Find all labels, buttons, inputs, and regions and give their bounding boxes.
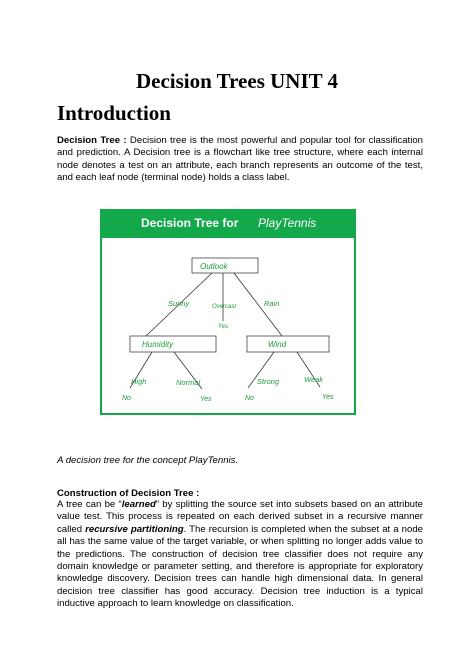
- wind-node: [247, 336, 329, 352]
- introduction-heading: Introduction: [57, 101, 171, 125]
- figure-caption: A decision tree for the concept PlayTennis.: [57, 455, 239, 466]
- construction-paragraph: [57, 499, 423, 611]
- page-title: Decision Trees UNIT 4: [135, 69, 339, 93]
- figure-banner: [102, 211, 354, 238]
- recursive-partitioning-emphasis: recursive partitioning: [85, 523, 184, 535]
- overcast-yes-label: Yes: [218, 324, 229, 330]
- humidity-label: Humidity: [142, 340, 174, 349]
- rain-label: Rain: [264, 299, 280, 308]
- weak-label: Weak: [304, 375, 324, 384]
- overcast-label: Overcast: [212, 304, 237, 310]
- normal-label: Normal: [176, 378, 201, 387]
- wind-label: Wind: [268, 340, 287, 349]
- construction-heading: Construction of Decision Tree :: [57, 488, 200, 499]
- learned-emphasis: learned: [121, 499, 156, 510]
- intro-text: Decision tree is the most powerful and popular tool for classification and prediction. A Decision tree is a flowchart like tree structure, where each internal node denotes a test on an attribute, each branch represents an outcome of the test, and each leaf node (terminal node) holds a class label.: [57, 135, 423, 184]
- construction-text-1: A tree can be “: [57, 499, 122, 510]
- sunny-label: Sunny: [168, 299, 190, 308]
- strong-no-label: No: [245, 395, 254, 402]
- intro-lead: Decision Tree :: [57, 135, 127, 146]
- intro-paragraph: [57, 135, 423, 185]
- outlook-label: Outlook: [200, 262, 228, 271]
- banner-concept: PlayTennis: [258, 216, 317, 230]
- normal-yes-label: Yes: [200, 396, 212, 403]
- construction-text-2: ” by splitting the source set into subsets based on an attribute value test. This process is repeated on each derived subset in a recursive manner called: [57, 499, 423, 535]
- high-label: High: [131, 377, 147, 386]
- weak-yes-label: Yes: [322, 394, 334, 401]
- high-no-label: No: [122, 395, 131, 402]
- decision-tree-figure: [100, 209, 356, 415]
- decision-tree-diagram: [102, 238, 354, 413]
- strong-label: Strong: [257, 377, 280, 386]
- banner-title: Decision Tree for: [141, 216, 239, 230]
- construction-text-3: . The recursion is completed when the subset at a node all has the same value of the target variable, or when splitting no longer adds value to the predictions. The construction of decision tree classifier does not require any domain knowledge or parameter setting, and therefore is appropriate for exploratory knowledge discovery. Decision trees can handle high dimensional data. In general decision tree classifier has good accuracy. Decision tree induction is a typical inductive approach to learn knowledge on classification.: [57, 523, 424, 610]
